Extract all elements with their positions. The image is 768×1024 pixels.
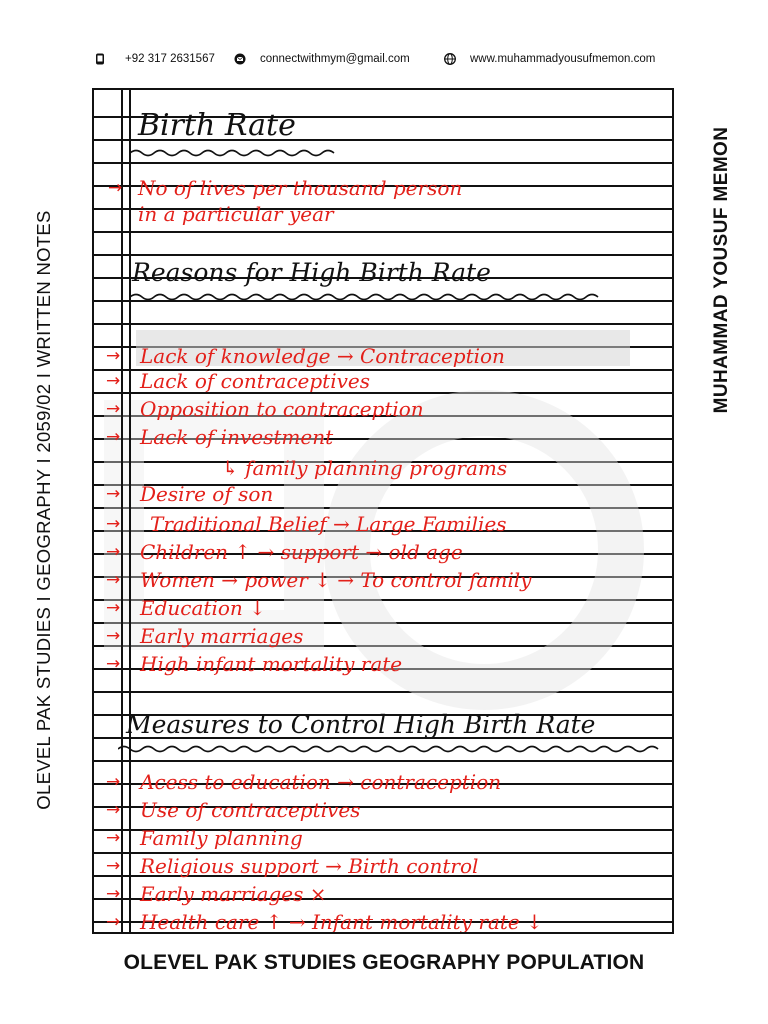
globe-icon [444, 53, 456, 65]
contact-header [92, 50, 692, 70]
contact-website[interactable]: www.muhammadyousufmemon.com [470, 53, 656, 65]
reasons-heading: Reasons for High Birth Rate [132, 258, 491, 287]
bullet-arrow-icon: → [106, 856, 121, 876]
mail-icon [234, 53, 246, 65]
margin-line-1 [121, 90, 123, 932]
reason-item: Lack of contraceptives [140, 369, 370, 393]
reason-item: Early marriages [140, 624, 304, 648]
contact-email[interactable]: connectwithmym@gmail.com [260, 53, 410, 65]
measure-item: Use of contraceptives [140, 798, 361, 822]
reason-item: Children ↑ → support → old age [140, 540, 463, 564]
notebook-page [92, 88, 674, 934]
definition-line-1: No of lives per thousand person [138, 176, 463, 200]
bullet-arrow-icon: → [106, 427, 121, 447]
reason-item: Lack of investment [140, 425, 334, 449]
title-underline [130, 148, 340, 158]
side-title-left-text: OLEVEL PAK STUDIES I GEOGRAPHY I 2059/02 I WRITTEN NOTES [33, 210, 54, 810]
bullet-arrow-icon: → [106, 654, 121, 674]
bullet-arrow-icon: → [106, 626, 121, 646]
reason-item: Traditional Belief → Large Families [150, 512, 507, 536]
definition-line-2: in a particular year [138, 202, 334, 226]
measure-item: Religious support → Birth control [140, 854, 479, 878]
bullet-arrow-icon: → [106, 484, 121, 504]
bullet-arrow-icon: → [108, 178, 123, 198]
measure-item: Health care ↑ → Infant mortality rate ↓ [140, 910, 543, 934]
bullet-arrow-icon: → [106, 514, 121, 534]
reason-item: Women → power ↓ → To control family [140, 568, 532, 592]
notes-title: Birth Rate [138, 108, 296, 143]
author-name-text: MUHAMMAD YOUSUF MEMON [711, 126, 732, 414]
measures-heading-underline [118, 744, 668, 754]
reasons-heading-underline [130, 292, 610, 302]
bullet-arrow-icon: → [106, 800, 121, 820]
reason-item: Lack of knowledge → Contraception [140, 344, 505, 368]
bullet-arrow-icon: → [106, 570, 121, 590]
measure-item: Family planning [140, 826, 303, 850]
bullet-arrow-icon: → [106, 912, 121, 932]
reason-item: High infant mortality rate [140, 652, 403, 676]
bullet-arrow-icon: → [106, 828, 121, 848]
reason-item: Education ↓ [140, 596, 266, 620]
bullet-arrow-icon: → [106, 598, 121, 618]
bullet-arrow-icon: → [106, 884, 121, 904]
bullet-arrow-icon: → [106, 399, 121, 419]
reason-subitem: ↳ family planning programs [222, 456, 508, 480]
reason-item: Desire of son [140, 482, 274, 506]
measure-item: Early marriages × [140, 882, 327, 906]
reason-item: Opposition to contraception [140, 397, 424, 421]
bullet-arrow-icon: → [106, 772, 121, 792]
phone-icon [94, 53, 106, 65]
bullet-arrow-icon: → [106, 542, 121, 562]
contact-phone: +92 317 2631567 [125, 53, 215, 65]
bullet-arrow-icon: → [106, 346, 121, 366]
measure-item: Acess to education → contraception [140, 770, 502, 794]
margin-line-2 [129, 90, 131, 932]
bullet-arrow-icon: → [106, 371, 121, 391]
footer-title: OLEVEL PAK STUDIES GEOGRAPHY POPULATION [123, 951, 645, 974]
measures-heading: Measures to Control High Birth Rate [126, 710, 596, 739]
